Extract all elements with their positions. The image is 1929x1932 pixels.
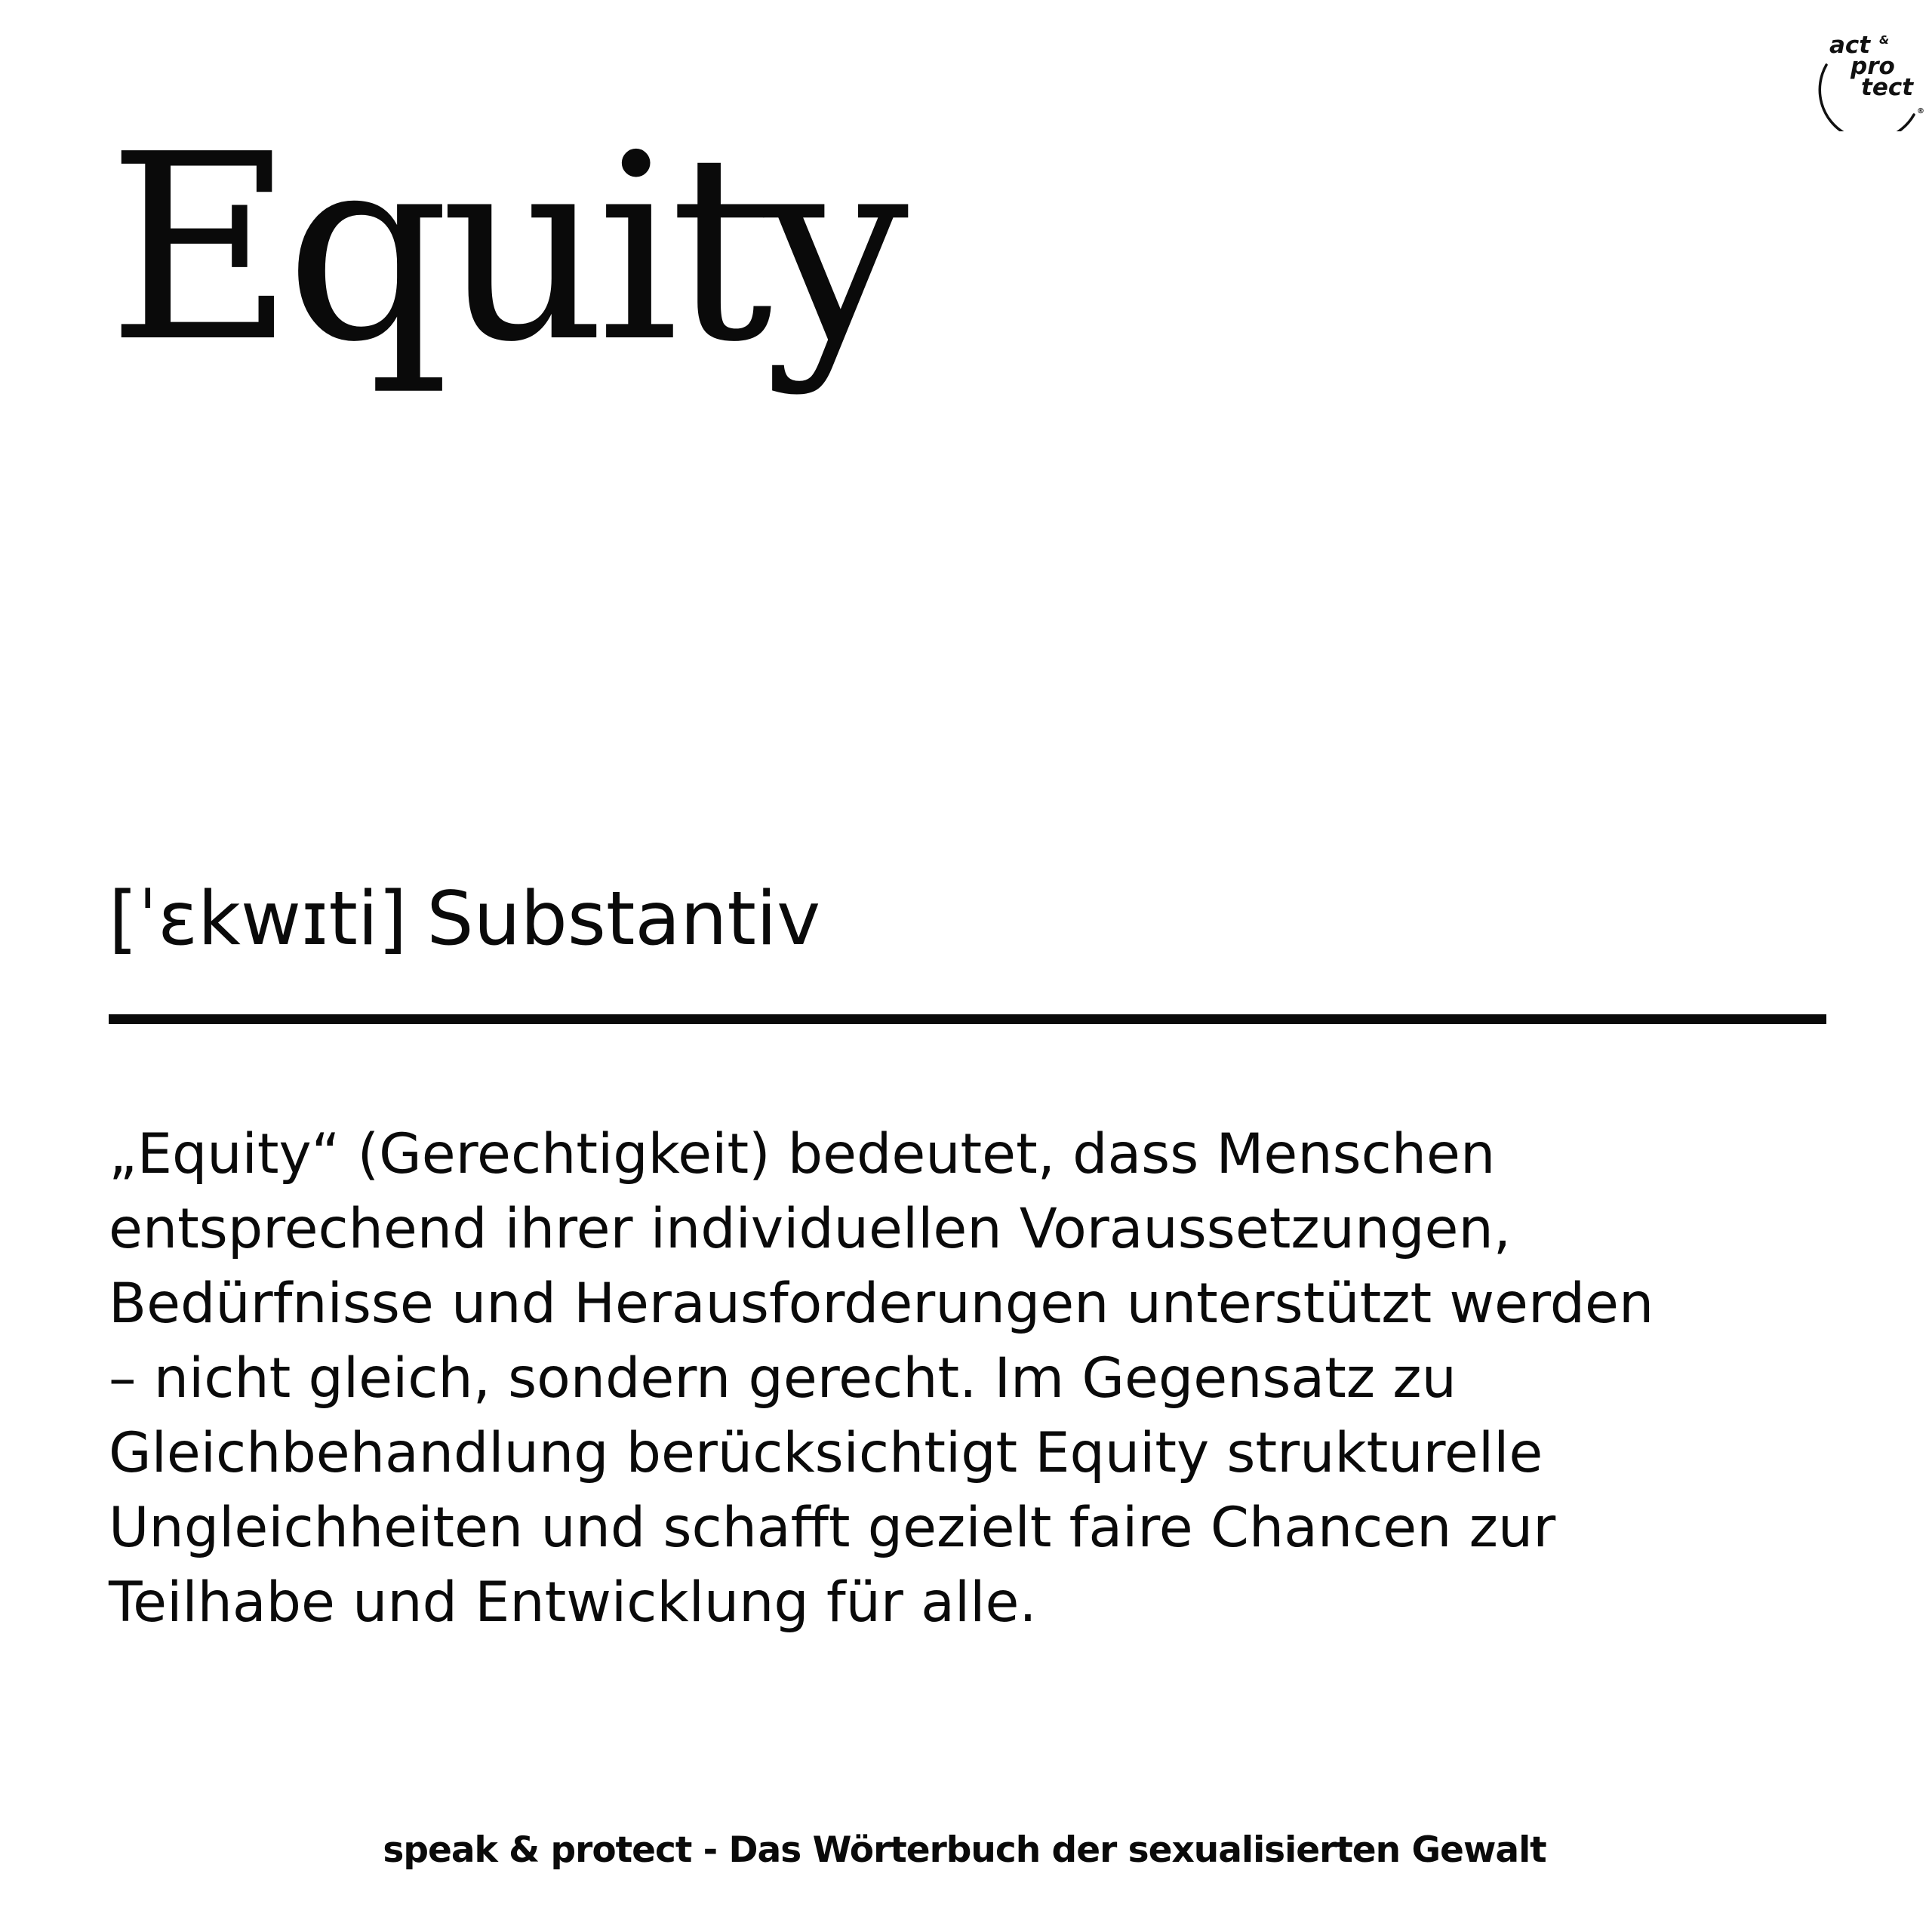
logo-word-tect: tect — [1861, 74, 1914, 101]
brand-logo — [1817, 18, 1929, 131]
definition-text: „Equity“ (Gerechtigkeit) bedeutet, dass Menschen entsprechend ihrer individuellen Voraussetzungen, Bedürfnisse und Herausforderungen unterstützt werden – nicht gleich, sondern gerecht. Im Gegensatz zu Gleichbehandlung berücksichtigt Equity strukturelle Ungleichheiten und schafft gezielt faire Chancen zur Teilhabe und Entwicklung für alle. — [109, 1122, 1654, 1635]
logo-ampersand: & — [1879, 33, 1890, 47]
logo-graphic — [1817, 18, 1929, 131]
word-class: Substantiv — [426, 876, 821, 962]
footer-caption: speak & protect - Das Wörterbuch der sexualisierten Gewalt — [383, 1829, 1546, 1871]
pronunciation: [ˈɛkwɪti] — [109, 876, 408, 962]
headword: Equity — [107, 100, 900, 398]
logo-registered-mark: ® — [1917, 107, 1924, 115]
pronunciation-line — [109, 875, 820, 964]
logo-word-act: act — [1829, 32, 1871, 59]
logo-word-pro: pro — [1851, 53, 1895, 80]
divider-rule — [109, 1014, 1826, 1024]
